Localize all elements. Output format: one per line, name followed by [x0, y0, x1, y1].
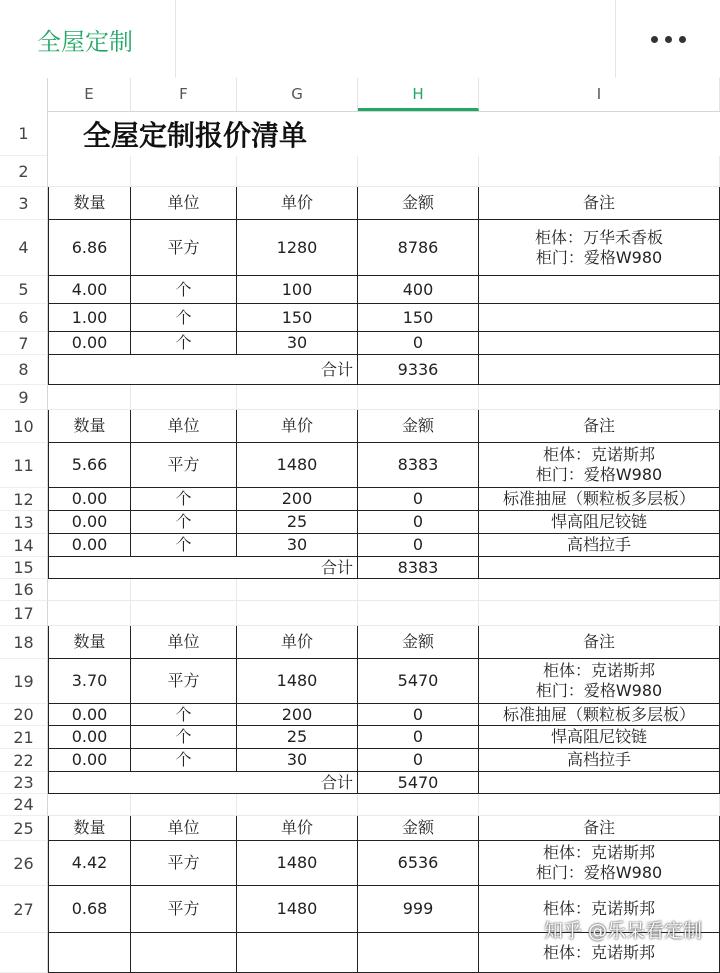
cell-e[interactable]: 0.00	[48, 726, 131, 749]
column-header-e[interactable]: E	[48, 78, 131, 111]
cell-e[interactable]: 5.66	[48, 443, 131, 488]
more-dot-icon	[651, 36, 658, 43]
cell-g[interactable]: 30	[237, 534, 358, 557]
more-dot-icon	[665, 36, 672, 43]
cell-h[interactable]: 150	[358, 304, 479, 332]
cell-g[interactable]: 200	[237, 488, 358, 511]
cell-i[interactable]	[479, 443, 720, 488]
cell-i[interactable]: 悍高阻尼铰链	[479, 511, 720, 534]
cell-f[interactable]: 单位	[131, 816, 237, 841]
table-row	[0, 726, 720, 749]
cell-f[interactable]: 个	[131, 332, 237, 355]
cell-h[interactable]	[358, 601, 479, 626]
cell-h[interactable]	[358, 794, 479, 816]
cell-e[interactable]: 0.00	[48, 488, 131, 511]
cell-e[interactable]: 4.00	[48, 276, 131, 304]
table-row	[0, 304, 720, 332]
row-number[interactable]: 25	[0, 816, 48, 841]
remark-line: 柜门：爱格W980	[535, 863, 663, 882]
cell-f[interactable]	[131, 933, 237, 973]
cell-g[interactable]: 1480	[237, 841, 358, 886]
cell-i[interactable]: 备注	[479, 816, 720, 841]
cell-i[interactable]	[479, 659, 720, 704]
cell-f[interactable]: 单位	[131, 626, 237, 659]
cell-f[interactable]: 平方	[131, 886, 237, 933]
row-number[interactable]	[0, 933, 48, 973]
cell-i[interactable]: 高档拉手	[479, 749, 720, 772]
sheet-title[interactable]: 全屋定制报价清单	[83, 118, 308, 152]
cell-h[interactable]: 0	[358, 488, 479, 511]
row-number[interactable]: 4	[0, 220, 48, 276]
cell-e[interactable]	[48, 601, 131, 626]
cell-e[interactable]: 0.00	[48, 749, 131, 772]
table-row	[0, 355, 720, 385]
cell-g[interactable]: 单价	[237, 410, 358, 443]
cell-e[interactable]: 数量	[48, 187, 131, 220]
cell-h[interactable]: 金额	[358, 626, 479, 659]
remark-line: 柜体：克诺斯邦	[542, 661, 655, 680]
cell-i[interactable]	[479, 276, 720, 304]
cell-h[interactable]: 5470	[358, 659, 479, 704]
table-row	[0, 276, 720, 304]
total-label-cell[interactable]: 合计	[48, 557, 358, 579]
table-row	[0, 659, 720, 704]
cell-e[interactable]: 数量	[48, 816, 131, 841]
cell-e[interactable]: 6.86	[48, 220, 131, 276]
cell-h[interactable]: 0	[358, 534, 479, 557]
cell-i[interactable]	[479, 772, 720, 794]
cell-i[interactable]	[479, 385, 720, 410]
cell-e[interactable]: 0.00	[48, 332, 131, 355]
select-all-corner[interactable]	[0, 78, 48, 111]
row-number[interactable]: 14	[0, 534, 48, 557]
row-number[interactable]: 21	[0, 726, 48, 749]
cell-i[interactable]: 柜体：克诺斯邦	[479, 886, 720, 933]
cell-h[interactable]: 0	[358, 332, 479, 355]
row-number[interactable]: 11	[0, 443, 48, 488]
cell-e[interactable]: 0.68	[48, 886, 131, 933]
table-row	[0, 385, 720, 410]
row-number[interactable]: 5	[0, 276, 48, 304]
cell-g[interactable]	[237, 156, 358, 187]
remark-line: 柜门：爱格W980	[535, 465, 663, 484]
cell-g[interactable]: 25	[237, 726, 358, 749]
cell-f[interactable]: 平方	[131, 443, 237, 488]
remark-line: 柜门：爱格W980	[535, 681, 663, 700]
row-number[interactable]: 16	[0, 579, 48, 601]
cell-h[interactable]	[358, 156, 479, 187]
table-row	[0, 704, 720, 726]
table-row	[0, 111, 720, 156]
cell-e[interactable]: 数量	[48, 410, 131, 443]
cell-i[interactable]	[479, 557, 720, 579]
cell-e[interactable]	[48, 794, 131, 816]
cell-e[interactable]: 0.00	[48, 704, 131, 726]
row-number[interactable]: 24	[0, 794, 48, 816]
cell-i[interactable]	[479, 220, 720, 276]
cell-h[interactable]: 0	[358, 511, 479, 534]
row-number[interactable]: 10	[0, 410, 48, 443]
table-row	[0, 511, 720, 534]
more-dot-icon	[679, 36, 686, 43]
row-number[interactable]: 2	[0, 156, 48, 187]
table-row	[0, 187, 720, 220]
cell-f[interactable]: 个	[131, 488, 237, 511]
cell-f[interactable]: 个	[131, 749, 237, 772]
cell-i[interactable]	[479, 156, 720, 187]
cell-i[interactable]: 柜体：克诺斯邦	[479, 933, 720, 973]
cell-h[interactable]: 6536	[358, 841, 479, 886]
remark-line: 柜体：克诺斯邦	[542, 843, 655, 862]
column-header-g[interactable]: G	[237, 78, 358, 111]
row-number[interactable]: 8	[0, 355, 48, 385]
table-row	[0, 626, 720, 659]
cell-f[interactable]: 平方	[131, 841, 237, 886]
table-row	[0, 156, 720, 187]
watermark: 知乎 @乐呆看定制	[543, 920, 702, 942]
table-row	[0, 488, 720, 511]
cell-f[interactable]: 平方	[131, 220, 237, 276]
column-header-bar	[0, 78, 720, 112]
row-number[interactable]: 17	[0, 601, 48, 626]
row-number[interactable]: 6	[0, 304, 48, 332]
cell-i[interactable]: 备注	[479, 626, 720, 659]
row-number[interactable]: 15	[0, 557, 48, 579]
cell-h[interactable]	[358, 579, 479, 601]
row-number[interactable]: 20	[0, 704, 48, 726]
table-row	[0, 749, 720, 772]
cell-h[interactable]: 400	[358, 276, 479, 304]
cell-e[interactable]: 1.00	[48, 304, 131, 332]
cell-h[interactable]: 金额	[358, 410, 479, 443]
cell-h[interactable]: 0	[358, 749, 479, 772]
cell-f[interactable]	[131, 601, 237, 626]
cell-e[interactable]: 3.70	[48, 659, 131, 704]
cell-i[interactable]: 高档拉手	[479, 534, 720, 557]
table-row	[0, 332, 720, 355]
cell-h[interactable]: 5470	[358, 772, 479, 794]
top-bar	[0, 0, 720, 79]
cell-g[interactable]: 100	[237, 276, 358, 304]
cell-g[interactable]	[237, 385, 358, 410]
cell-h[interactable]: 8786	[358, 220, 479, 276]
row-number[interactable]: 13	[0, 511, 48, 534]
table-row	[0, 410, 720, 443]
cell-g[interactable]: 1280	[237, 220, 358, 276]
cell-h[interactable]: 金额	[358, 816, 479, 841]
cell-i[interactable]: 备注	[479, 187, 720, 220]
cell-e[interactable]	[48, 933, 131, 973]
cell-f[interactable]: 个	[131, 511, 237, 534]
cell-i[interactable]: 标准抽屉（颗粒板多层板）	[479, 704, 720, 726]
cell-g[interactable]: 30	[237, 749, 358, 772]
cell-f[interactable]	[131, 579, 237, 601]
cell-g[interactable]	[237, 579, 358, 601]
row-number[interactable]: 22	[0, 749, 48, 772]
cell-f[interactable]: 个	[131, 276, 237, 304]
cell-i[interactable]: 标准抽屉（颗粒板多层板）	[479, 488, 720, 511]
cell-h[interactable]: 8383	[358, 443, 479, 488]
cell-h[interactable]: 9336	[358, 355, 479, 385]
row-number[interactable]: 3	[0, 187, 48, 220]
cell-g[interactable]: 25	[237, 511, 358, 534]
cell-f[interactable]: 个	[131, 704, 237, 726]
cell-i[interactable]: 悍高阻尼铰链	[479, 726, 720, 749]
cell-i[interactable]: 备注	[479, 410, 720, 443]
cell-g[interactable]: 1480	[237, 443, 358, 488]
cell-h[interactable]	[358, 385, 479, 410]
table-row	[0, 841, 720, 886]
row-number[interactable]: 7	[0, 332, 48, 355]
column-header-h[interactable]: H	[358, 78, 479, 111]
cell-g[interactable]: 单价	[237, 626, 358, 659]
table-row	[0, 534, 720, 557]
cell-g[interactable]: 200	[237, 704, 358, 726]
cell-i[interactable]	[479, 579, 720, 601]
cell-i[interactable]	[479, 332, 720, 355]
remark-line: 柜门：爱格W980	[535, 247, 663, 267]
remark-line: 柜体：克诺斯邦	[542, 445, 655, 464]
table-row	[0, 220, 720, 276]
table-row	[0, 443, 720, 488]
cell-e[interactable]: 数量	[48, 626, 131, 659]
cell-h[interactable]: 0	[358, 704, 479, 726]
cell-g[interactable]	[237, 794, 358, 816]
cell-g[interactable]: 30	[237, 332, 358, 355]
total-label-cell[interactable]: 合计	[48, 772, 358, 794]
cell-f[interactable]	[131, 156, 237, 187]
remark-line: 柜体：万华禾香板	[534, 227, 663, 247]
row-number[interactable]: 23	[0, 772, 48, 794]
cell-e[interactable]	[48, 385, 131, 410]
cell-e[interactable]: 0.00	[48, 534, 131, 557]
table-row	[0, 816, 720, 841]
row-number[interactable]: 12	[0, 488, 48, 511]
cell-h[interactable]: 8383	[358, 557, 479, 579]
document-title[interactable]: 全屋定制	[0, 0, 176, 78]
cell-g[interactable]	[237, 933, 358, 973]
cell-f[interactable]: 个	[131, 304, 237, 332]
cell-f[interactable]: 单位	[131, 187, 237, 220]
cell-i[interactable]	[479, 794, 720, 816]
cell-g[interactable]: 单价	[237, 187, 358, 220]
cell-e[interactable]: 4.42	[48, 841, 131, 886]
cell-e[interactable]	[48, 579, 131, 601]
row-number[interactable]: 26	[0, 841, 48, 886]
cell-g[interactable]: 1480	[237, 659, 358, 704]
row-number[interactable]: 18	[0, 626, 48, 659]
table-row	[0, 601, 720, 626]
cell-f[interactable]	[131, 385, 237, 410]
more-options-button[interactable]	[615, 0, 720, 78]
cell-f[interactable]: 个	[131, 726, 237, 749]
cell-h[interactable]: 0	[358, 726, 479, 749]
table-row	[0, 579, 720, 601]
table-row	[0, 794, 720, 816]
cell-f[interactable]: 平方	[131, 659, 237, 704]
cell-g[interactable]: 单价	[237, 816, 358, 841]
cell-g[interactable]: 150	[237, 304, 358, 332]
cell-h[interactable]	[358, 933, 479, 973]
row-number[interactable]: 1	[0, 111, 48, 156]
table-row	[0, 557, 720, 579]
column-header-f[interactable]: F	[131, 78, 237, 111]
row-number[interactable]: 19	[0, 659, 48, 704]
cell-f[interactable]	[131, 794, 237, 816]
cell-e[interactable]	[48, 156, 131, 187]
cell-i[interactable]	[479, 355, 720, 385]
cell-g[interactable]	[237, 601, 358, 626]
cell-i[interactable]	[479, 304, 720, 332]
cell-i[interactable]	[479, 601, 720, 626]
cell-f[interactable]: 单位	[131, 410, 237, 443]
row-number[interactable]: 9	[0, 385, 48, 410]
table-row	[0, 772, 720, 794]
cell-h[interactable]: 999	[358, 886, 479, 933]
column-header-i[interactable]: I	[479, 78, 720, 111]
cell-e[interactable]: 0.00	[48, 511, 131, 534]
total-label-cell[interactable]: 合计	[48, 355, 358, 385]
cell-f[interactable]: 个	[131, 534, 237, 557]
cell-g[interactable]: 1480	[237, 886, 358, 933]
cell-h[interactable]: 金额	[358, 187, 479, 220]
row-number[interactable]: 27	[0, 886, 48, 933]
cell-i[interactable]	[479, 841, 720, 886]
